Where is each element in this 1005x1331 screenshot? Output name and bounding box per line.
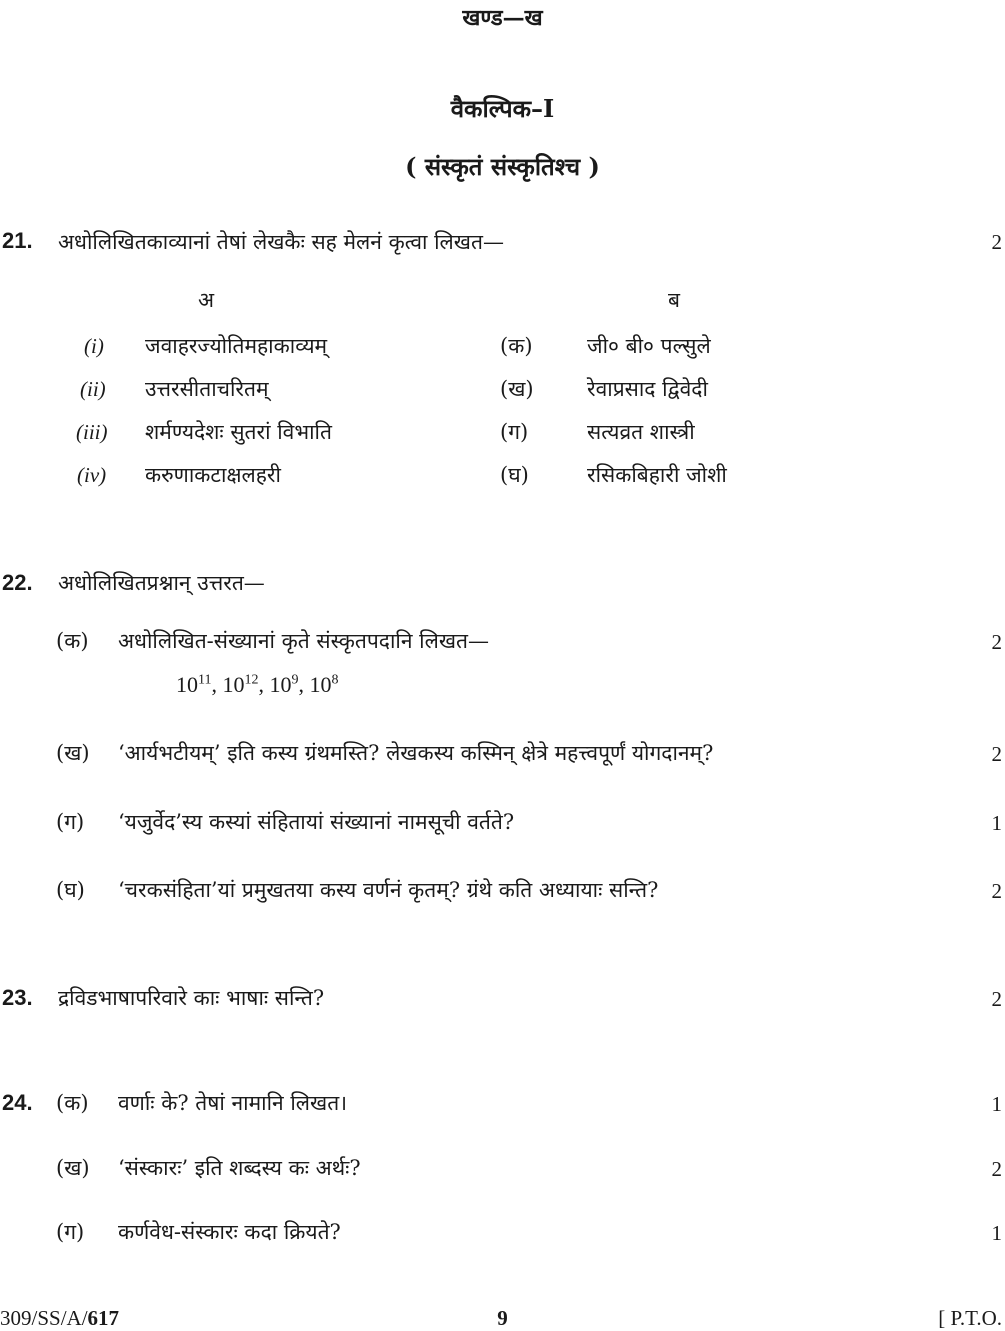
question-22-part-text: अधोलिखित-संख्यानां कृते संस्कृतपदानि लिखत—	[118, 629, 489, 653]
question-24-part-index: (ख)	[56, 1156, 90, 1180]
section-title: खण्ड—ख	[462, 5, 543, 31]
number-base: 10	[269, 672, 292, 697]
question-number-21: 21.	[2, 228, 33, 253]
question-22-part-index: (घ)	[56, 878, 85, 902]
question-21-marks: 2	[991, 230, 1002, 254]
question-22-part-index: (क)	[56, 629, 89, 653]
match-left-item: जवाहरज्योतिमहाकाव्यम्	[145, 334, 328, 358]
number-list: $10^{11}$, $10^{12}$, $10^9$, $10^8$	[176, 672, 339, 697]
paper-code-prefix: 309/SS/A/	[0, 1306, 88, 1330]
match-left-item: उत्तरसीताचरितम्	[145, 377, 269, 401]
paper-code-number: 617	[87, 1306, 120, 1330]
match-right-item: जी० बी० पल्सुले	[587, 334, 711, 358]
question-24-part-marks: 1	[991, 1221, 1002, 1245]
match-right-index: (ख)	[500, 377, 534, 401]
number-exponent: 9	[291, 672, 299, 688]
question-22-part-marks: 2	[991, 879, 1002, 903]
number-base: 10	[222, 672, 245, 697]
question-number-23: 23.	[2, 985, 33, 1010]
match-left-index: (iv)	[77, 463, 107, 487]
match-right-item: सत्यव्रत शास्त्री	[587, 420, 695, 444]
question-22-part-index: (ग)	[56, 810, 85, 834]
optional-title: वैकल्पिक–I	[450, 94, 555, 123]
match-right-item: रसिकबिहारी जोशी	[587, 463, 727, 487]
question-22-part-marks: 2	[991, 742, 1002, 766]
match-left-item: शर्मण्यदेशः सुतरां विभाति	[145, 420, 332, 444]
question-22-part-text: ‘यजुर्वेद’स्य कस्यां संहितायां संख्यानां नामसूची वर्तते?	[118, 810, 515, 834]
number-exponent: 8	[331, 672, 339, 688]
match-left-index: (ii)	[80, 377, 106, 401]
match-right-item: रेवाप्रसाद द्विवेदी	[587, 377, 708, 401]
question-22-part-text: ‘चरकसंहिता’यां प्रमुखतया कस्य वर्णनं कृतम्? ग्रंथे कति अध्यायाः सन्ति?	[118, 878, 659, 902]
question-23-text: द्रविडभाषापरिवारे काः भाषाः सन्ति?	[58, 986, 325, 1010]
question-24-part-text: वर्णाः के? तेषां नामानि लिखत।	[118, 1091, 348, 1115]
question-24-part-marks: 2	[991, 1157, 1002, 1181]
match-right-index: (ग)	[500, 420, 529, 444]
match-left-index: (iii)	[76, 420, 108, 444]
question-22-text: अधोलिखितप्रश्नान् उत्तरत—	[58, 571, 265, 595]
column-a-heading: अ	[198, 288, 215, 312]
match-left-index: (i)	[84, 334, 104, 358]
number-exponent: 12	[244, 672, 259, 688]
question-24-part-marks: 1	[991, 1092, 1002, 1116]
column-b-heading: ब	[668, 288, 680, 312]
match-right-index: (क)	[500, 334, 533, 358]
question-24-part-index: (ग)	[56, 1220, 85, 1244]
question-24-part-text: ‘संस्कारः’ इति शब्दस्य कः अर्थः?	[118, 1156, 361, 1180]
question-22-part-text: ‘आर्यभटीयम्’ इति कस्य ग्रंथमस्ति? लेखकस्य कस्मिन् क्षेत्रे महत्त्वपूर्णं योगदानम्?	[118, 741, 714, 765]
subject-title: ( संस्कृतं संस्कृतिश्च )	[405, 152, 600, 181]
question-number-24: 24.	[2, 1090, 33, 1115]
number-exponent: 11	[198, 672, 212, 688]
question-22-part-marks: 2	[991, 630, 1002, 654]
question-23-marks: 2	[991, 987, 1002, 1011]
question-22-part-marks: 1	[991, 811, 1002, 835]
question-24-part-text: कर्णवेध-संस्कारः कदा क्रियते?	[118, 1220, 341, 1244]
paper-code	[0, 1306, 119, 1331]
question-24-part-index: (क)	[56, 1091, 89, 1115]
page-number: 9	[497, 1306, 508, 1330]
match-right-index: (घ)	[500, 463, 529, 487]
number-base: 10	[309, 672, 332, 697]
question-22-part-index: (ख)	[56, 741, 90, 765]
match-left-item: करुणाकटाक्षलहरी	[145, 463, 281, 487]
question-number-22: 22.	[2, 570, 33, 595]
question-21-text: अधोलिखितकाव्यानां तेषां लेखकैः सह मेलनं कृत्वा लिखत—	[58, 230, 504, 254]
pto-note: [ P.T.O.	[938, 1306, 1002, 1330]
number-base: 10	[176, 672, 198, 697]
